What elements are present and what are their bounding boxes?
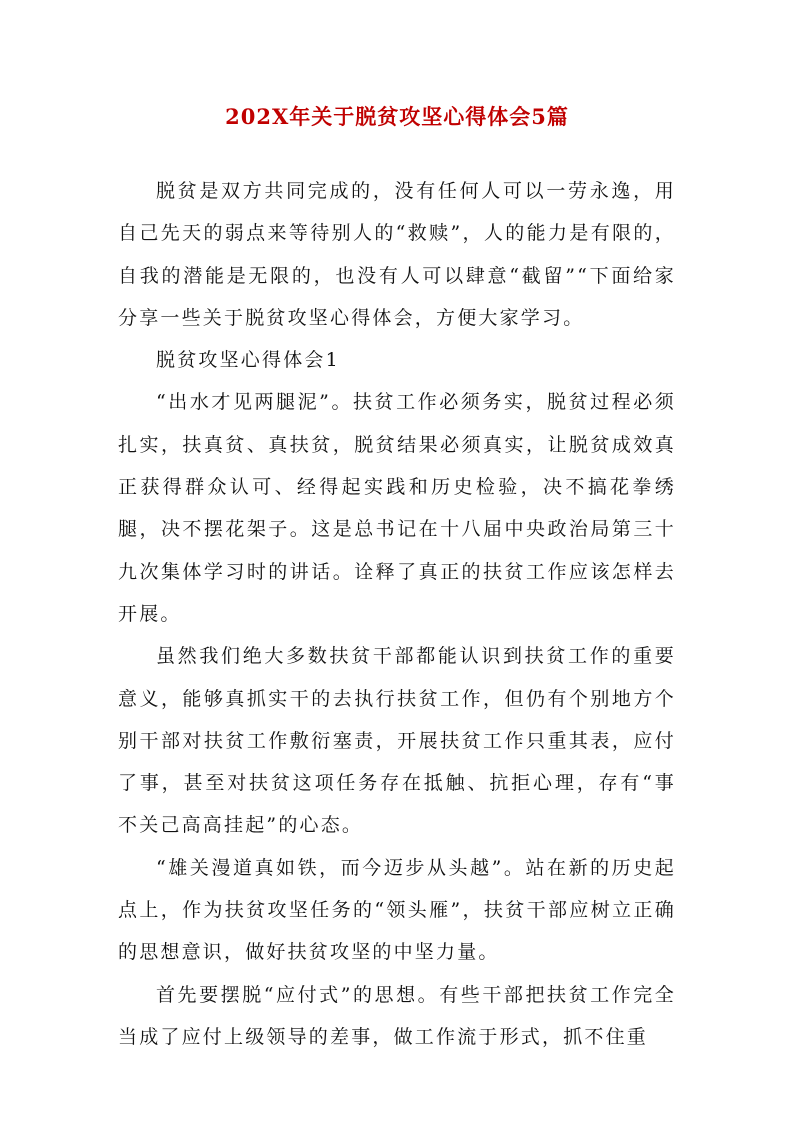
paragraph-intro: 脱贫是双方共同完成的，没有任何人可以一劳永逸，用自己先天的弱点来等待别人的“救赎”，人的能力是有限的，自我的潜能是无限的，也没有人可以肆意“截留”“下面给家分享一些关于脱贫攻坚心得体会，方便大家学习。	[118, 180, 676, 329]
paragraph-first-point: 首先要摆脱“应付式”的思想。有些干部把扶贫工作完全当成了应付上级领导的差事，做工作流于形式，抓不住重	[118, 983, 676, 1048]
paragraph-quote-1: “出水才见两腿泥”。扶贫工作必须务实，脱贫过程必须扎实，扶真贫、真扶贫，脱贫结果必须真实，让脱贫成效真正获得群众认可、经得起实践和历史检验，决不搞花拳绣腿，决不摆花架子。这是总书记在十八届中央政治局第三十九次集体学习时的讲话。诠释了真正的扶贫工作应该怎样去开展。	[118, 391, 676, 625]
document-title: 202X年关于脱贫攻坚心得体会5篇	[225, 104, 569, 129]
section-heading: 脱贫攻坚心得体会1	[156, 349, 340, 372]
paragraph-quote-2: “雄关漫道真如铁，而今迈步从头越”。站在新的历史起点上，作为扶贫攻坚任务的“领头雁”，扶贫干部应树立正确的思想意识，做好扶贫攻坚的中坚力量。	[118, 856, 676, 964]
paragraph-cadres: 虽然我们绝大多数扶贫干部都能认识到扶贫工作的重要意义，能够真抓实干的去执行扶贫工作，但仍有个别地方个别干部对扶贫工作敷衍塞责，开展扶贫工作只重其表，应付了事，甚至对扶贫这项任务存在抵触、抗拒心理，存有“事不关己高高挂起”的心态。	[118, 645, 676, 837]
